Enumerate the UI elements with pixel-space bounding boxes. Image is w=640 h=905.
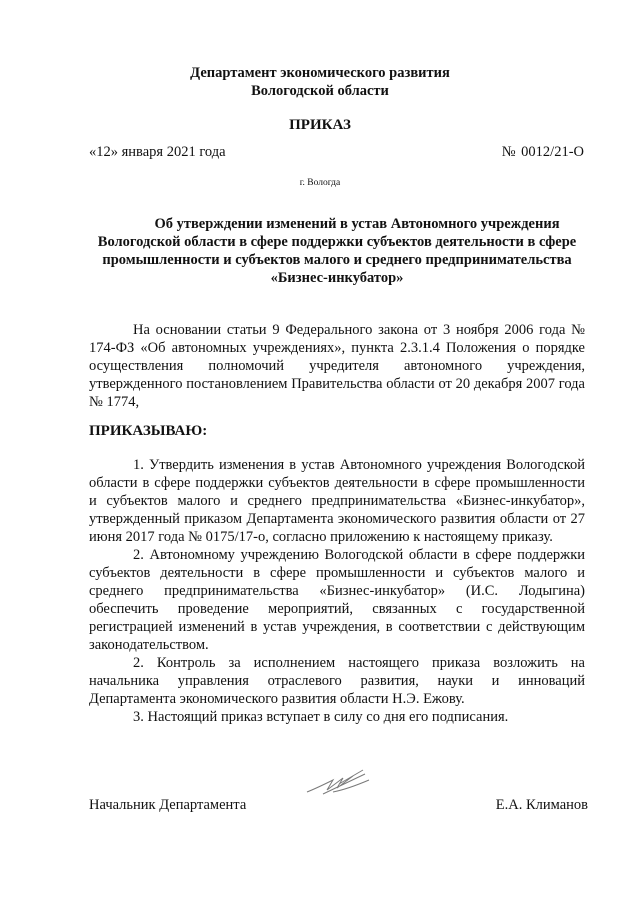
order-item: 2. Контроль за исполнением настоящего приказа возложить на начальника управления отраслевого развития, науки и инноваций Департамента экономического развития области Н.Э. Ежову. — [89, 655, 585, 707]
department-header — [0, 64, 640, 100]
subject-line-3: промышленности и субъектов малого и среднего предпринимательства — [102, 252, 572, 268]
document-type: ПРИКАЗ — [289, 117, 351, 133]
handwritten-signature — [303, 762, 373, 804]
intro-paragraph — [89, 321, 585, 411]
department-line-2: Вологодской области — [251, 83, 389, 99]
order-item: 3. Настоящий приказ вступает в силу со дня его подписания. — [133, 709, 509, 725]
intro-text: На основании статьи 9 Федерального закона от 3 ноября 2006 года № 174-ФЗ «Об автономных учреждениях», пункта 2.3.1.4 Положения о порядке осуществления полномочий учредителя автономного учреждения, утвержденного постановлением Правительства области от 20 декабря 2007 года № 1774, — [89, 322, 585, 410]
document-city: г. Вологда — [299, 178, 341, 188]
department-line-1: Департамент экономического развития — [190, 65, 450, 81]
document-number: № 0012/21-О — [501, 144, 584, 160]
order-heading: ПРИКАЗЫВАЮ: — [89, 423, 208, 439]
order-items — [89, 456, 585, 726]
order-item: 1. Утвердить изменения в устав Автономного учреждения Вологодской области в сфере поддержки субъектов деятельности в сфере промышленности и субъектов малого и среднего предпринимательства «Бизнес-инкубатор», утвержденный приказом Департамента экономического развития области от 27 июня 2017 года № 0175/17-о, согласно приложению к настоящему приказу. — [89, 457, 585, 545]
order-item: 2. Автономному учреждению Вологодской области в сфере поддержки субъектов деятельности в сфере промышленности и субъектов малого и среднего предпринимательства «Бизнес-инкубатор» (И.С. Лодыгина) обеспечить проведение мероприятий, связанных с государственной регистрацией изменений в устав учреждения, в соответствии с действующим законодательством. — [89, 547, 585, 653]
subject-line-4: «Бизнес-инкубатор» — [270, 270, 404, 286]
document-subject — [89, 215, 585, 287]
subject-line-1: Об утверждении изменений в устав Автономного учреждения — [154, 216, 560, 232]
signatory-title: Начальник Департамента — [89, 797, 247, 813]
signatory-name: Е.А. Климанов — [495, 797, 588, 813]
document-date: «12» января 2021 года — [89, 144, 226, 160]
subject-line-2: Вологодской области в сфере поддержки субъектов деятельности в сфере — [97, 234, 577, 250]
